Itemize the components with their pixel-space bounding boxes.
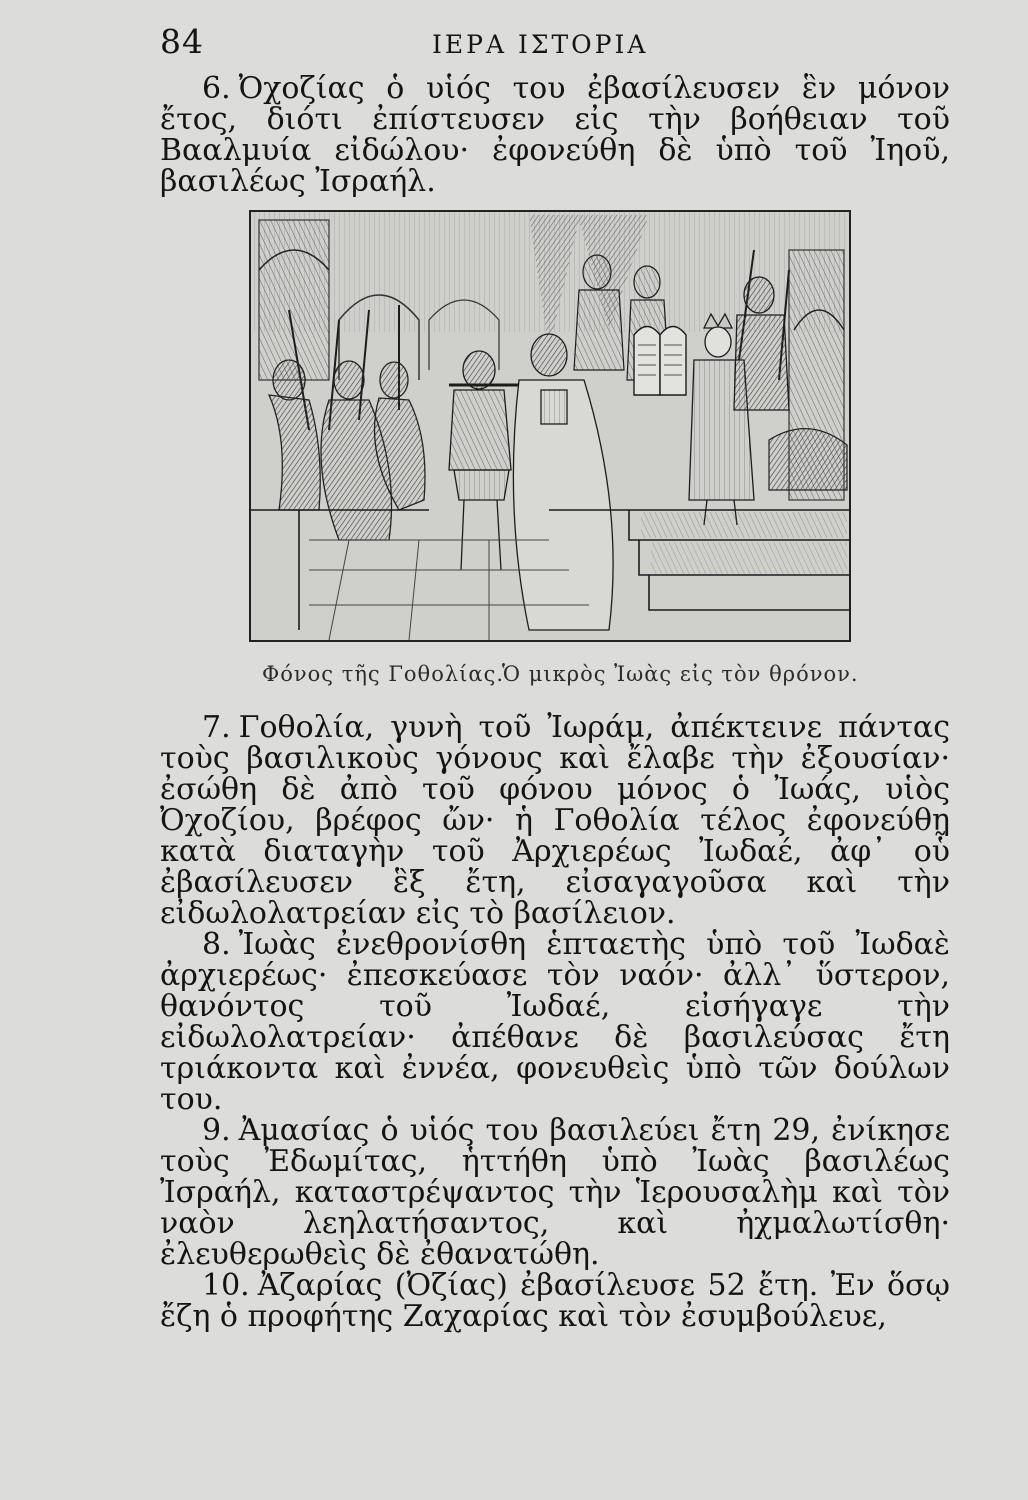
paragraph-number: 10. <box>202 1268 250 1303</box>
caption-right: Ὁ μικρὸς Ἰωὰς εἰς τὸν θρόνον. <box>502 662 859 686</box>
caption-left: Φόνος τῆς Γοθολίας. <box>262 662 505 686</box>
paragraph-number: 7. <box>202 710 231 745</box>
paragraph-text: Ἀμασίας ὁ υἱός του βασιλεύει ἔτη 29, ἐνίκησε τοὺς Ἐδωμίτας, ἡττήθη ὑπὸ Ἰωὰς βασιλέως Ἰσραήλ, καταστρέψαντος τὴν Ἱερουσαλὴμ καὶ τὸν ναὸν λεηλατήσαντος, καὶ ἠχμαλωτίσθη· ἐλευθερωθεὶς δὲ ἐθανατώθη. <box>160 1113 950 1272</box>
running-title: ΙΕΡΑ ΙΣΤΟΡΙΑ <box>432 30 649 59</box>
figure-caption <box>262 662 859 686</box>
paragraph-number: 6. <box>202 71 231 106</box>
page-header <box>160 22 950 68</box>
page-number: 84 <box>160 22 204 61</box>
engraving-illustration <box>249 210 851 642</box>
paragraph-text: Ὀχοζίας ὁ υἱός του ἐβασίλευσεν ἓν μόνον ἔτος, διότι ἐπίστευσεν εἰς τὴν βοήθειαν τοῦ Βααλμυία εἰδώλου· ἐφονεύθη δὲ ὑπὸ τοῦ Ἰηοῦ, βασιλέως Ἰσραήλ. <box>160 71 950 199</box>
paragraph-text: Ἀζαρίας (Ὀζίας) ἐβασίλευσε 52 ἔτη. Ἐν ὅσῳ ἔζη ὁ προφήτης Ζαχαρίας καὶ τὸν ἐσυμβούλευε, <box>160 1268 950 1334</box>
paragraph-7 <box>160 712 950 929</box>
text-block-top <box>160 73 950 197</box>
engraving-picture <box>249 210 851 642</box>
paragraph-text: Γοθολία, γυνὴ τοῦ Ἰωράμ, ἀπέκτεινε πάντας τοὺς βασιλικοὺς γόνους καὶ ἔλαβε τὴν ἐξουσίαν· ἐσώθη δὲ ἀπὸ τοῦ φόνου μόνος ὁ Ἰωάς, υἱὸς Ὀχοζίου, βρέφος ὤν· ἡ Γοθολία τέλος ἐφονεύθη κατὰ διαταγὴν τοῦ Ἀρχιερέως Ἰωδαέ, ἀφ᾽ οὗ ἐβασίλευσεν ἓξ ἔτη, εἰσαγαγοῦσα καὶ τὴν εἰδωλολατρείαν εἰς τὸ βασίλειον. <box>160 710 950 931</box>
paragraph-10 <box>160 1270 950 1332</box>
paragraph-9 <box>160 1115 950 1270</box>
paragraph-text: Ἰωὰς ἐνεθρονίσθη ἑπταετὴς ὑπὸ τοῦ Ἰωδαὲ ἀρχιερέως· ἐπεσκεύασε τὸν ναόν· ἀλλ᾽ ὕστερον, θανόντος τοῦ Ἰωδαέ, εἰσήγαγε τὴν εἰδωλολατρείαν· ἀπέθανε δὲ βασιλεύσας ἔτη τριάκοντα καὶ ἐννέα, φονευθεὶς ὑπὸ τῶν δούλων του. <box>160 927 950 1117</box>
text-block-bottom <box>160 712 950 1332</box>
paragraph-8 <box>160 929 950 1115</box>
paragraph-number: 9. <box>202 1113 231 1148</box>
paragraph-number: 8. <box>202 927 231 962</box>
paragraph-6 <box>160 73 950 197</box>
